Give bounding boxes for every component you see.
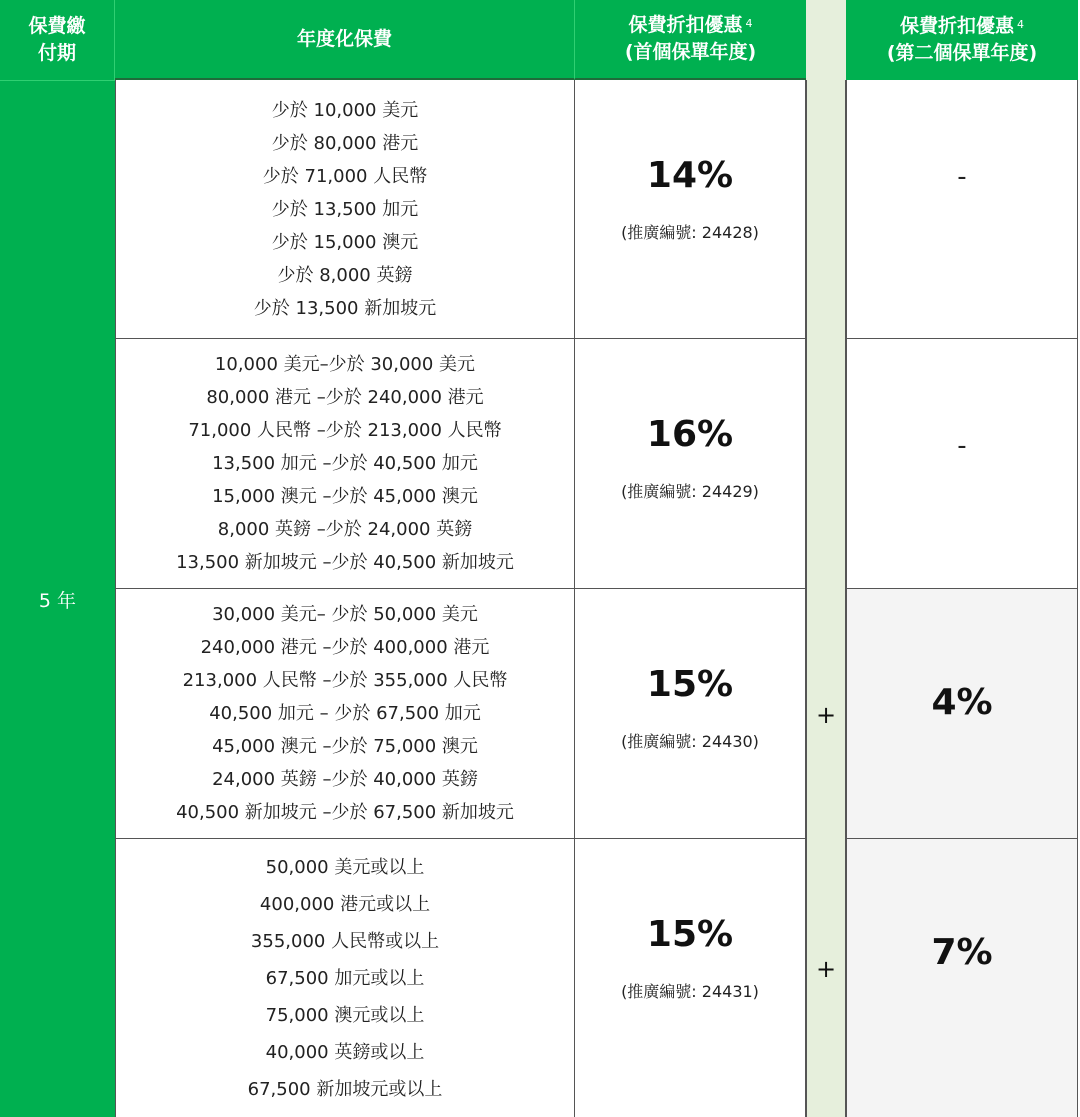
column-spacer-header — [806, 0, 846, 80]
premium-line: 40,500 加元 – 少於 67,500 加元 — [209, 703, 481, 724]
premium-line: 355,000 人民幣或以上 — [250, 931, 440, 952]
premium-line: 15,000 澳元 –少於 45,000 澳元 — [212, 486, 478, 507]
premium-line: 75,000 澳元或以上 — [265, 1005, 425, 1026]
premium-cell-row-4 — [115, 839, 575, 1117]
premium-line: 40,500 新加坡元 –少於 67,500 新加坡元 — [176, 802, 514, 823]
footnote-marker: 4 — [1017, 18, 1024, 31]
second-year-discount-value: 7% — [931, 932, 993, 973]
plus-connector-row-3 — [806, 700, 846, 730]
promo-code: (推廣編號: 24430) — [621, 732, 759, 751]
premium-line: 40,000 英鎊或以上 — [265, 1042, 425, 1063]
first-year-discount-cell-row-2 — [575, 339, 806, 589]
second-year-discount-value: - — [957, 162, 967, 192]
header-discount-second-year — [846, 0, 1078, 80]
premium-cell-row-3 — [115, 589, 575, 839]
header-discount-first-year — [575, 0, 806, 80]
plus-icon: + — [815, 955, 837, 983]
payment-period-cell — [0, 80, 115, 1117]
header-discount-second-line2: (第二個保單年度) — [886, 42, 1038, 64]
header-annualized-premium-label: 年度化保費 — [296, 27, 392, 50]
premium-line: 30,000 美元– 少於 50,000 美元 — [212, 604, 478, 625]
promo-code: (推廣編號: 24431) — [621, 982, 759, 1001]
promo-code: (推廣編號: 24428) — [621, 223, 759, 242]
premium-line: 400,000 港元或以上 — [259, 894, 431, 915]
first-year-discount-value: 15% — [646, 914, 734, 955]
premium-line: 少於 8,000 英鎊 — [277, 264, 413, 286]
premium-line: 少於 80,000 港元 — [271, 132, 419, 154]
first-year-discount-cell-row-1 — [575, 80, 806, 339]
premium-line: 240,000 港元 –少於 400,000 港元 — [200, 637, 490, 658]
footnote-marker: 4 — [745, 17, 753, 30]
premium-line: 71,000 人民幣 –少於 213,000 人民幣 — [188, 420, 502, 441]
header-payment-period — [0, 0, 115, 80]
premium-cell-row-2 — [115, 339, 575, 589]
premium-line: 少於 15,000 澳元 — [271, 231, 419, 253]
premium-line: 10,000 美元–少於 30,000 美元 — [214, 354, 476, 375]
premium-line: 24,000 英鎊 –少於 40,000 英鎊 — [212, 769, 478, 790]
promo-code: (推廣編號: 24429) — [621, 482, 759, 501]
header-discount-second-line1: 保費折扣優惠 $^4$ — [899, 15, 1024, 37]
first-year-discount-value: 14% — [646, 155, 734, 196]
first-year-discount-value: 16% — [646, 414, 734, 455]
second-year-discount-value: - — [957, 431, 967, 461]
second-year-discount-cell-row-2 — [846, 339, 1078, 589]
second-year-discount-value: 4% — [931, 682, 993, 723]
second-year-discount-cell-row-4 — [846, 839, 1078, 1117]
premium-line: 50,000 美元或以上 — [265, 857, 425, 878]
header-annualized-premium — [115, 0, 575, 80]
plus-icon: + — [815, 701, 837, 729]
second-year-discount-cell-row-3 — [846, 589, 1078, 839]
first-year-discount-cell-row-4 — [575, 839, 806, 1117]
second-year-discount-cell-row-1 — [846, 80, 1078, 339]
premium-line: 8,000 英鎊 –少於 24,000 英鎊 — [217, 519, 473, 540]
premium-cell-row-1 — [115, 80, 575, 339]
header-payment-period-line2: 付期 — [37, 42, 76, 64]
premium-line: 67,500 加元或以上 — [265, 968, 425, 989]
column-spacer — [806, 0, 846, 1117]
first-year-discount-value: 15% — [646, 664, 734, 705]
header-payment-period-line1: 保費繳 — [28, 15, 86, 37]
premium-line: 少於 71,000 人民幣 — [262, 165, 428, 187]
first-year-discount-cell-row-3 — [575, 589, 806, 839]
premium-line: 80,000 港元 –少於 240,000 港元 — [206, 387, 484, 408]
premium-line: 213,000 人民幣 –少於 355,000 人民幣 — [182, 670, 508, 691]
premium-line: 少於 13,500 新加坡元 — [253, 297, 437, 319]
premium-line: 少於 13,500 加元 — [271, 198, 419, 220]
premium-line: 67,500 新加坡元或以上 — [247, 1079, 443, 1100]
premium-line: 13,500 新加坡元 –少於 40,500 新加坡元 — [176, 552, 514, 573]
premium-line: 45,000 澳元 –少於 75,000 澳元 — [212, 736, 478, 757]
premium-line: 13,500 加元 –少於 40,500 加元 — [212, 453, 478, 474]
header-discount-first-line2: (首個保單年度) — [624, 41, 757, 63]
header-discount-first-line1: 保費折扣優惠 $^4$ — [628, 14, 753, 36]
plus-connector-row-4 — [806, 954, 846, 984]
payment-period-value: 5 年 — [38, 589, 77, 612]
premium-line: 少於 10,000 美元 — [271, 99, 419, 121]
